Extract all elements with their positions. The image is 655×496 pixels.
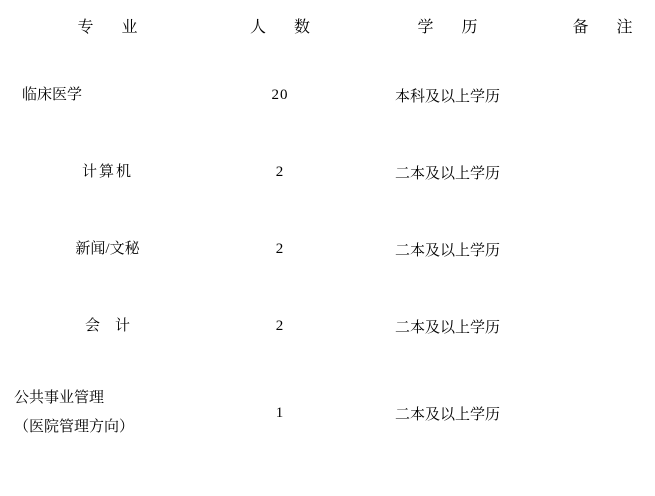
column-header-education: 学 历	[417, 19, 484, 36]
table-row	[0, 211, 655, 288]
major-line-secondary: （医院管理方向）	[14, 419, 135, 435]
cell-count: 20	[271, 87, 289, 103]
cell-major	[0, 211, 215, 288]
cell-education: 二本及以上学历	[394, 406, 500, 423]
cell-major	[0, 134, 215, 211]
major-line: 临床医学	[22, 86, 83, 103]
cell-count: 2	[275, 164, 285, 180]
column-header-count: 人 数	[249, 19, 316, 36]
cell-note	[550, 57, 655, 134]
cell-education: 二本及以上学历	[394, 320, 500, 336]
cell-note	[550, 211, 655, 288]
cell-education: 二本及以上学历	[394, 166, 500, 182]
major-text-stack	[0, 384, 215, 443]
cell-count: 1	[275, 404, 285, 421]
cell-major	[0, 365, 215, 461]
cell-major	[0, 288, 215, 365]
major-text-stack	[0, 235, 215, 264]
cell-education: 本科及以上学历	[394, 89, 500, 105]
major-line: 公共事业管理	[14, 389, 105, 406]
cell-note	[550, 365, 655, 461]
table-row	[0, 134, 655, 211]
cell-note	[550, 288, 655, 365]
table-body	[0, 57, 655, 461]
major-text-stack	[0, 312, 215, 341]
table-header	[0, 0, 655, 57]
table-row	[0, 288, 655, 365]
cell-education: 二本及以上学历	[394, 243, 500, 259]
major-line: 计算机	[81, 163, 133, 180]
major-line: 新闻/文秘	[75, 240, 140, 257]
cell-count: 2	[275, 318, 285, 334]
major-line: 会 计	[84, 317, 130, 334]
column-header-note: 备 注	[572, 19, 639, 36]
table-row	[0, 57, 655, 134]
major-text-stack	[0, 81, 215, 110]
table-row	[0, 365, 655, 461]
cell-count: 2	[275, 241, 285, 257]
cell-note	[550, 134, 655, 211]
major-text-stack	[0, 158, 215, 187]
cell-major	[0, 57, 215, 134]
column-header-major: 专 业	[77, 19, 144, 36]
table-header-row	[0, 0, 655, 57]
